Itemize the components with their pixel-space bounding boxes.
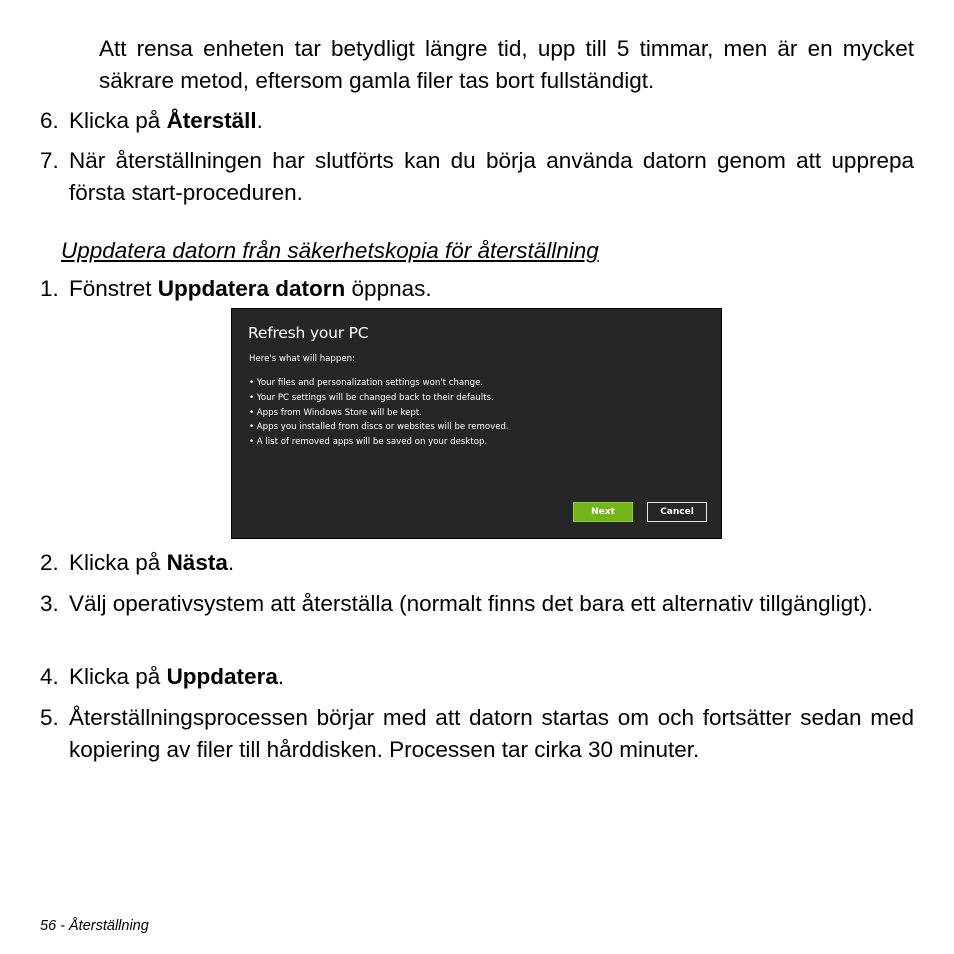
section-heading: Uppdatera datorn från säkerhetskopia för återställning — [61, 238, 599, 263]
dialog-bullet-list — [249, 376, 509, 450]
step-bold: Nästa — [166, 550, 228, 575]
step-text: Klicka på — [69, 550, 167, 575]
dialog-bullet: • Apps from Windows Store will be kept. — [249, 407, 422, 418]
refresh-pc-screenshot — [231, 308, 722, 539]
step-6 — [40, 105, 914, 137]
step-text: Återställningsprocessen börjar med att datorn startas om och fortsätter sedan med kopiering av filer till hårddisken. Processen tar cirka 30 minuter. — [69, 705, 914, 762]
step-2 — [40, 547, 914, 579]
dialog-bullet: • Your files and personalization settings won't change. — [249, 378, 484, 388]
step-bold: Uppdatera — [166, 664, 278, 689]
step-number: 6. — [40, 108, 59, 133]
step-text: . — [277, 664, 285, 689]
step-number: 1. — [40, 276, 59, 301]
step-bold: Uppdatera datorn — [157, 276, 346, 301]
step-number: 7. — [40, 148, 59, 173]
dialog-subtitle: Here's what will happen: — [249, 354, 355, 364]
step-text: Klicka på — [69, 664, 167, 689]
step-7 — [40, 145, 914, 209]
dialog-bullet: • Your PC settings will be changed back to their defaults. — [249, 392, 494, 403]
step-text: Välj operativsystem att återställa (normalt finns det bara ett alternativ tillgängligt). — [69, 591, 874, 616]
step-1 — [40, 273, 914, 305]
step-number: 2. — [40, 550, 59, 575]
step-number: 3. — [40, 591, 59, 616]
step-3 — [40, 588, 914, 620]
next-button[interactable]: Next — [573, 502, 633, 522]
step-text: öppnas. — [345, 276, 432, 301]
step-text: När återställningen har slutförts kan du börja använda datorn genom att upprepa första start-proceduren. — [69, 148, 914, 205]
step-bold: Återställ — [166, 108, 257, 133]
step-text: . — [227, 550, 235, 575]
step-4 — [40, 661, 914, 693]
step-number: 4. — [40, 664, 59, 689]
cancel-button[interactable]: Cancel — [647, 502, 707, 522]
step-text: . — [256, 108, 263, 133]
dialog-bullet: • A list of removed apps will be saved on your desktop. — [249, 437, 488, 448]
step-text: Fönstret — [69, 276, 158, 301]
dialog-bullet: • Apps you installed from discs or websites will be removed. — [249, 422, 509, 433]
step-text: Klicka på — [69, 108, 167, 133]
step-number: 5. — [40, 705, 59, 730]
intro-paragraph: Att rensa enheten tar betydligt längre tid, upp till 5 timmar, men är en mycket säkrare metod, eftersom gamla filer tas bort fullständigt. — [99, 36, 914, 93]
step-5 — [40, 702, 914, 766]
page-footer: 56 - Återställning — [40, 918, 149, 934]
dialog-title: Refresh your PC — [248, 324, 369, 342]
